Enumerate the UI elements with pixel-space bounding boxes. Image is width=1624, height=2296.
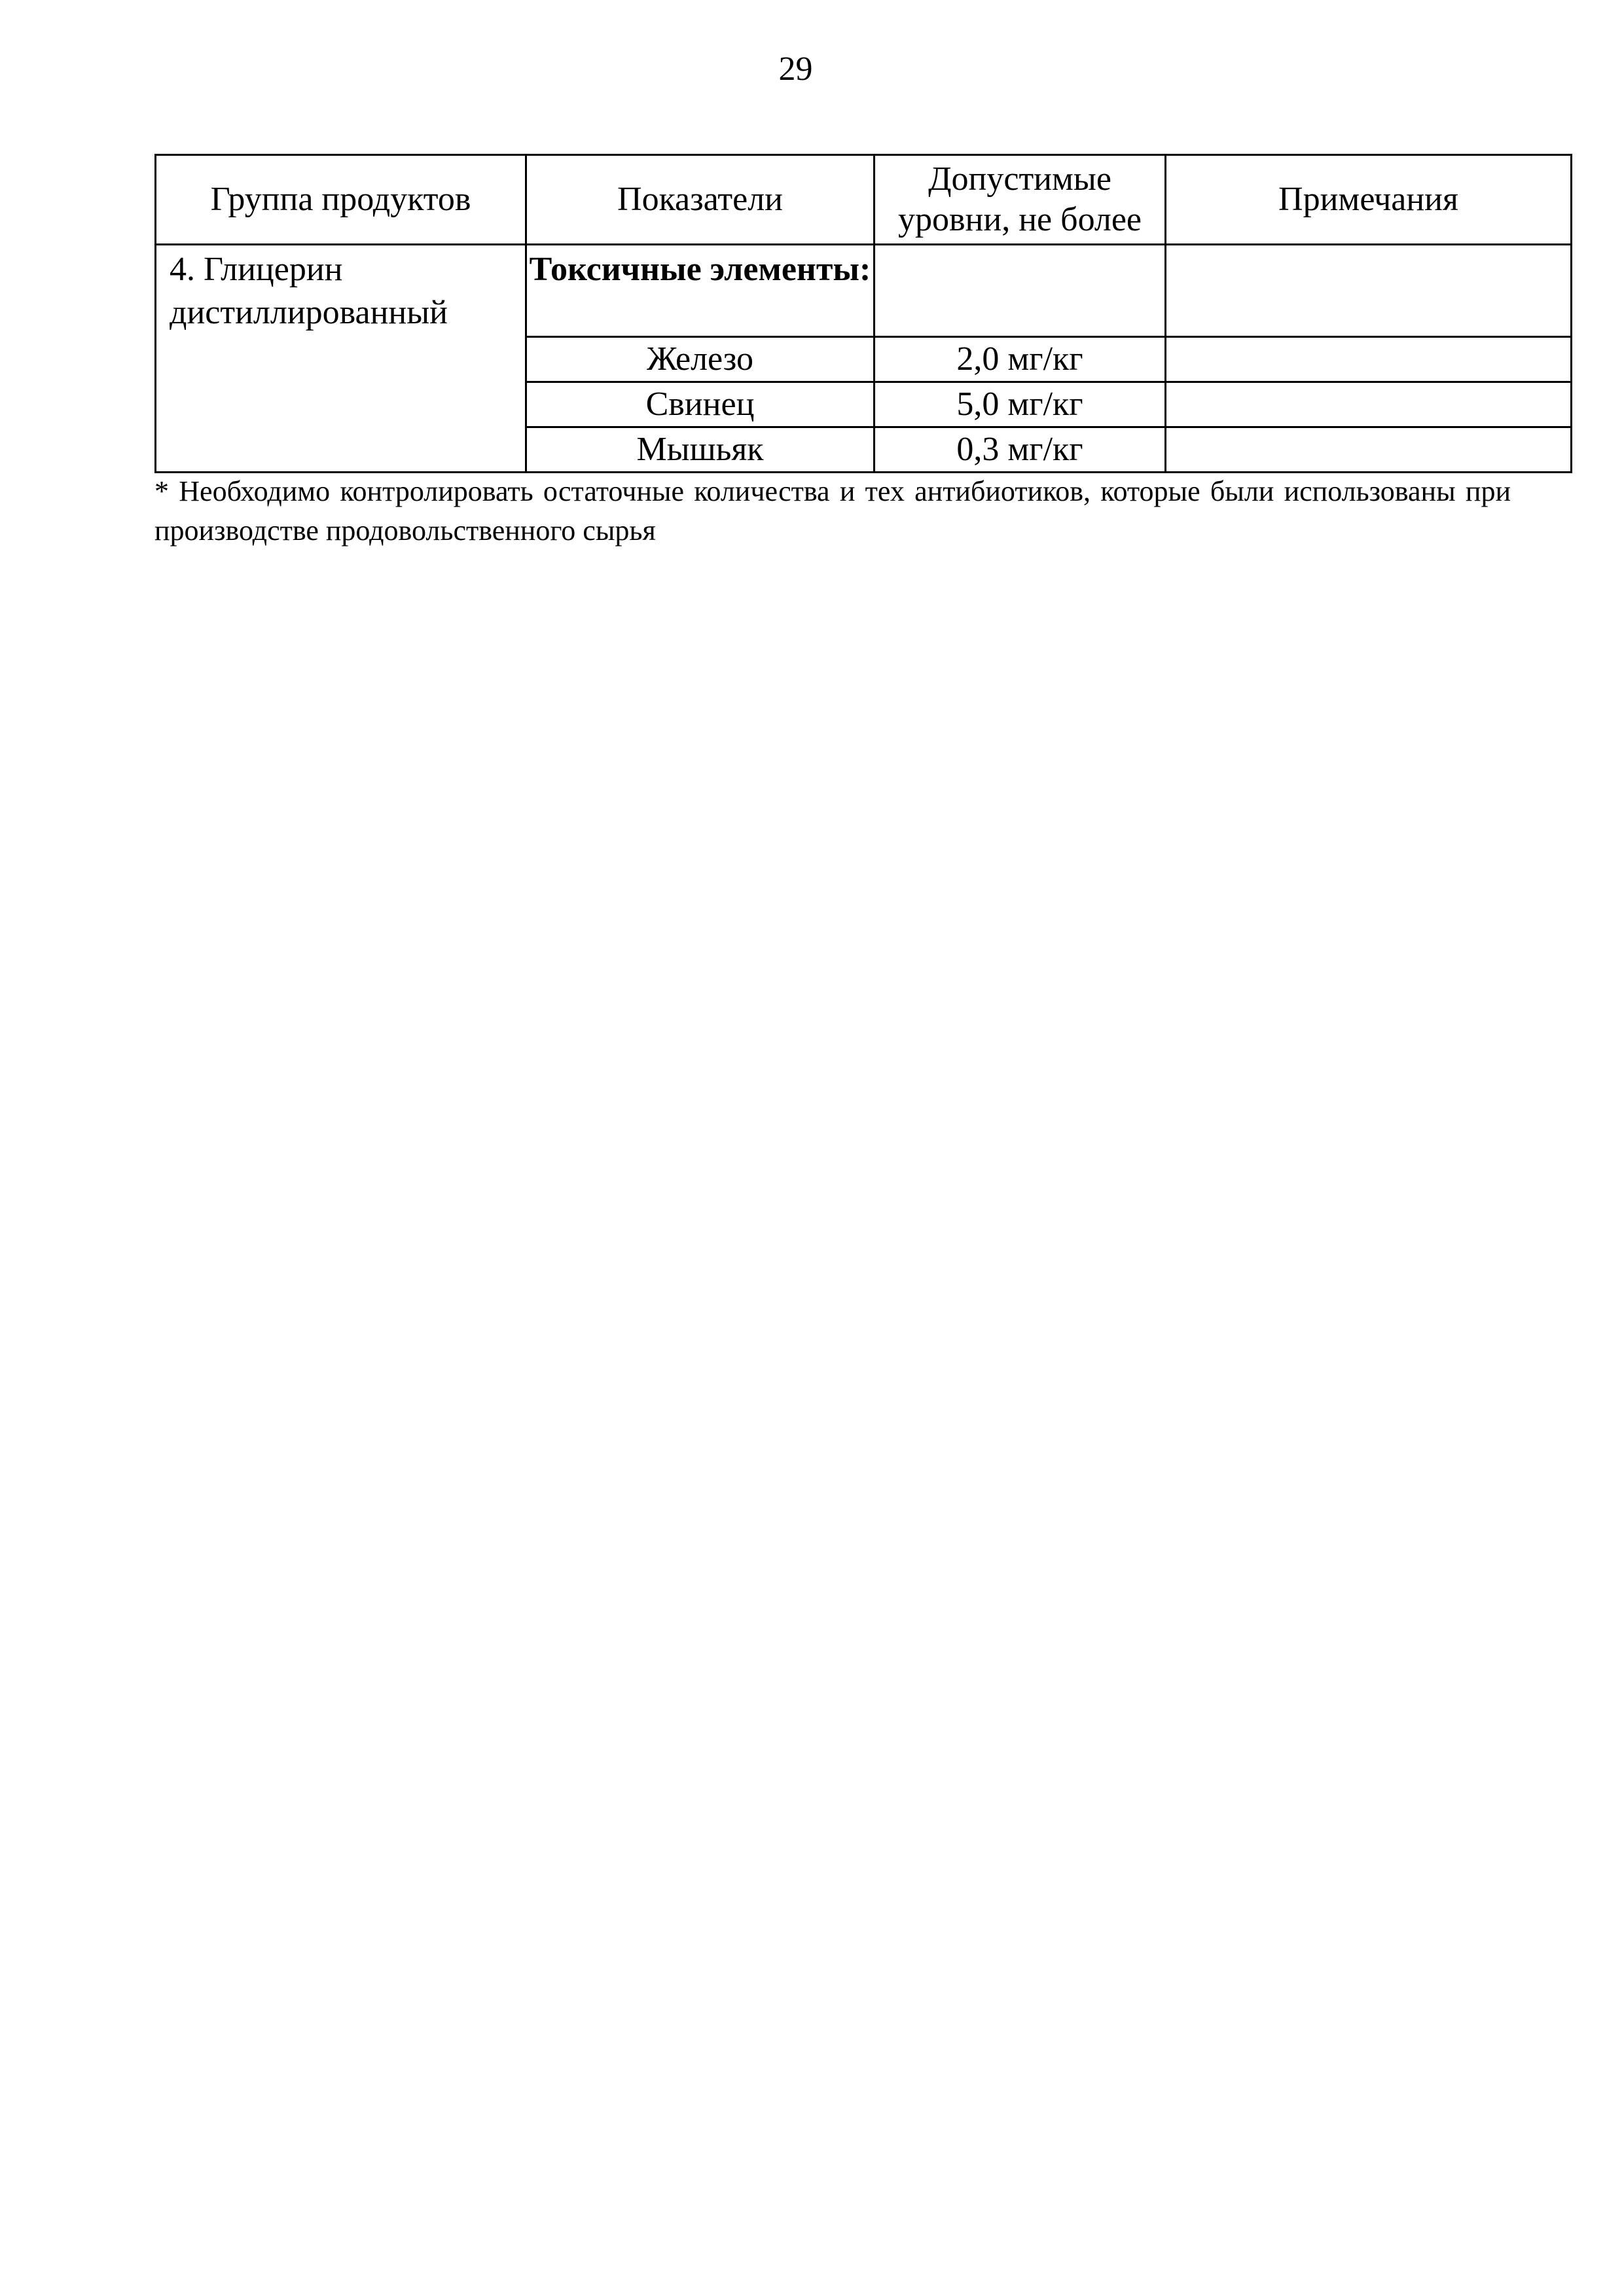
norms-table bbox=[154, 154, 1572, 473]
table-row bbox=[156, 245, 1572, 337]
page-number: 29 bbox=[778, 50, 813, 88]
header-indicators: Показатели bbox=[526, 155, 875, 245]
level-cell: 2,0 мг/кг bbox=[875, 337, 1166, 382]
indicator-subheading: Токсичные элементы: bbox=[526, 245, 875, 337]
indicator-cell: Свинец bbox=[526, 382, 875, 427]
note-cell bbox=[1166, 427, 1572, 473]
note-cell bbox=[1166, 337, 1572, 382]
level-cell: 5,0 мг/кг bbox=[875, 382, 1166, 427]
note-cell-empty bbox=[1166, 245, 1572, 337]
level-cell-empty bbox=[875, 245, 1166, 337]
footnote: * Необходимо контролировать остаточные количества и тех антибиотиков, которые были использованы при производстве продовольственного сырья bbox=[154, 475, 1511, 547]
indicator-cell: Железо bbox=[526, 337, 875, 382]
note-cell bbox=[1166, 382, 1572, 427]
header-product-group: Группа продуктов bbox=[156, 155, 526, 245]
header-notes: Примечания bbox=[1166, 155, 1572, 245]
product-group-cell: 4. Глицерин дистиллированный bbox=[156, 245, 526, 473]
level-cell: 0,3 мг/кг bbox=[875, 427, 1166, 473]
indicator-cell: Мышьяк bbox=[526, 427, 875, 473]
header-allowed-levels: Допустимые уровни, не более bbox=[875, 155, 1166, 245]
table-header-row bbox=[156, 155, 1572, 245]
